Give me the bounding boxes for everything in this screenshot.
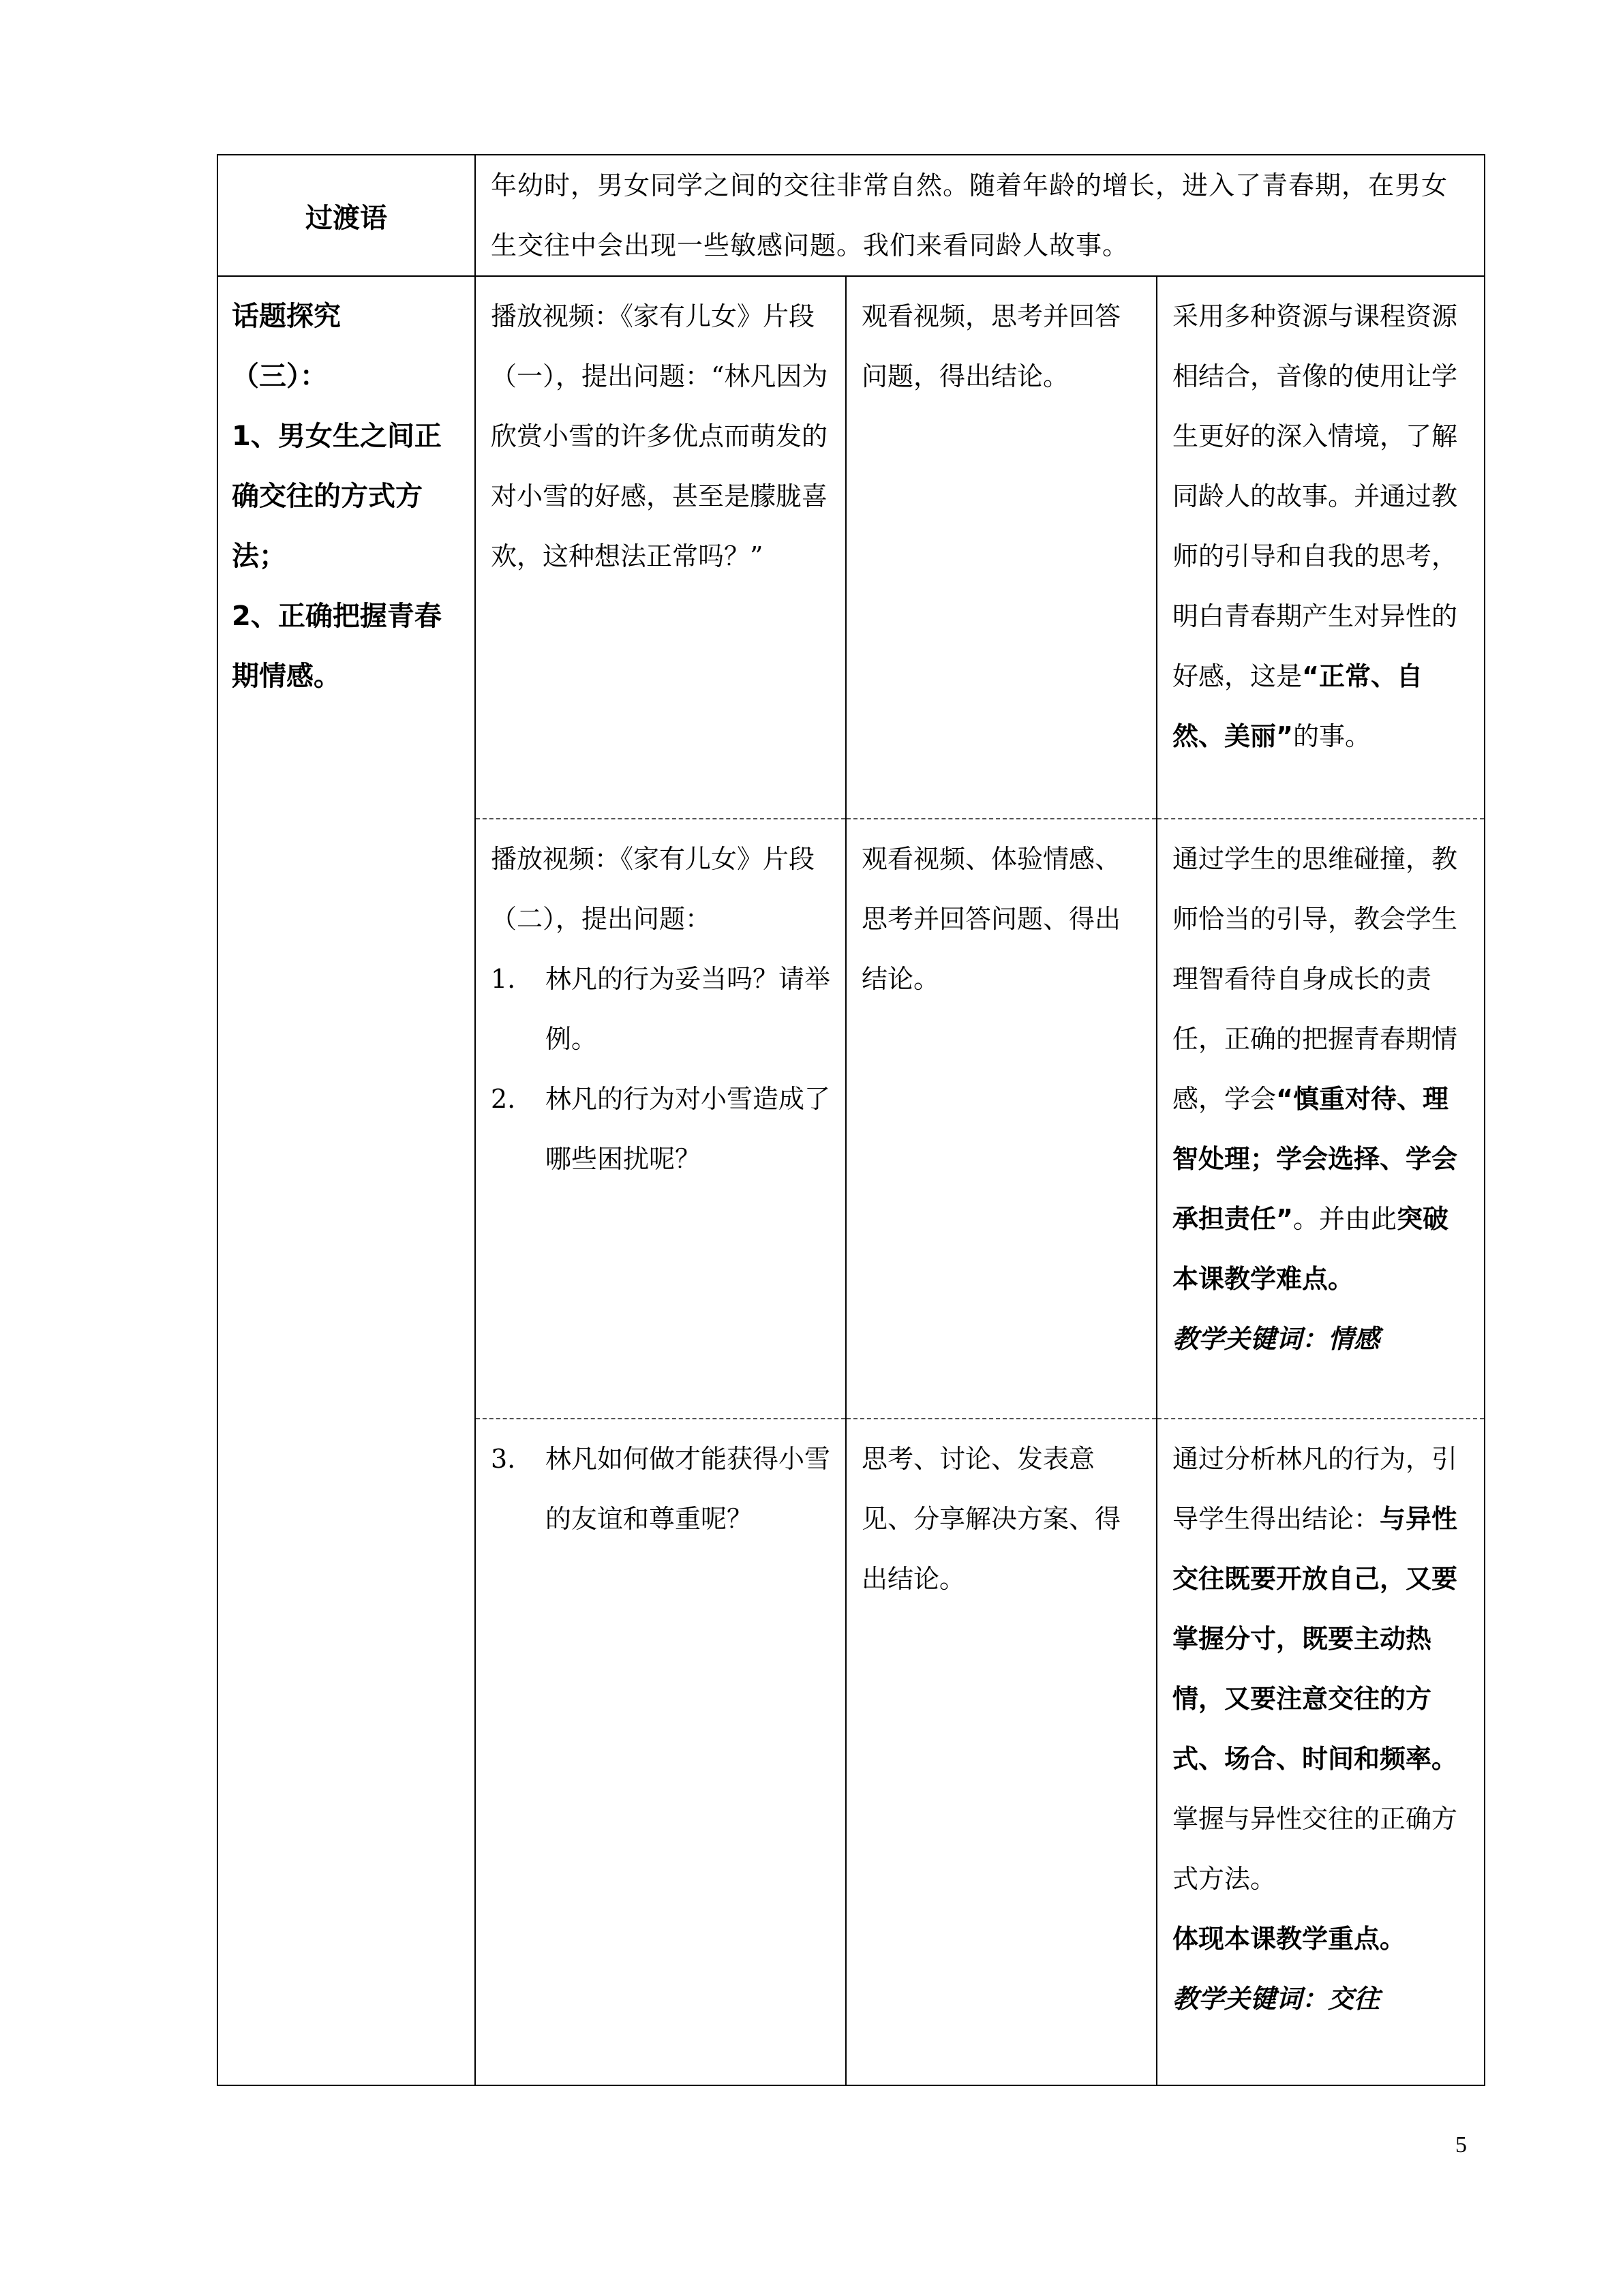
student-activity-3: 思考、讨论、发表意见、分享解决方案、得出结论。 [862, 1444, 1121, 1594]
teacher-activity-2 [476, 819, 845, 1419]
intent-emphasis: 与异性交往既要开放自己，又要掌握分寸，既要主动热情，又要注意交往的方式、场合、时间和频率。 [1172, 1504, 1458, 1774]
student-activity-1: 观看视频，思考并回答问题，得出结论。 [847, 277, 1156, 819]
question-item [491, 949, 832, 1069]
topic-title: 话题探究 [232, 301, 341, 332]
question-list-2 [491, 949, 832, 1189]
transition-row [217, 155, 1485, 276]
question-text: 林凡的行为对小雪造成了哪些困扰呢？ [545, 1084, 831, 1174]
teacher-activity-column [475, 276, 846, 2085]
teaching-keyword: 教学关键词：情感 [1172, 1324, 1380, 1354]
question-list-3 [491, 1429, 832, 1549]
student-activity-2: 观看视频、体验情感、思考并回答问题、得出结论。 [847, 819, 1156, 1419]
design-intent-3 [1157, 1419, 1484, 2085]
design-intent-1 [1157, 277, 1484, 819]
question-number: 1. [491, 964, 516, 994]
question-item [491, 1429, 832, 1549]
intent-emphasis: 突破本课教学难点。 [1172, 1204, 1449, 1294]
intent-text: 。并由此 [1292, 1204, 1397, 1234]
topic-cell [217, 276, 475, 2085]
topic-item-2: 2、正确把握青春期情感。 [232, 601, 442, 692]
transition-text: 年幼时，男女同学之间的交往非常自然。随着年龄的增长，进入了青春期，在男女生交往中会出现一些敏感问题。我们来看同龄人故事。 [475, 155, 1485, 276]
question-number: 3. [491, 1444, 516, 1474]
teacher-activity-1: 播放视频：《家有儿女》片段（一），提出问题：“林凡因为欣赏小雪的许多优点而萌发的对小雪的好感，甚至是朦胧喜欢，这种想法正常吗？” [476, 277, 845, 819]
intent-text: 通过学生的思维碰撞，教师恰当的引导，教会学生理智看待自身成长的责任，正确的把握青春期情感，学会 [1172, 844, 1458, 1114]
topic-item-1: 1、男女生之间正确交往的方式方法； [232, 421, 442, 572]
question-text: 林凡如何做才能获得小雪的友谊和尊重呢？ [545, 1444, 831, 1534]
lesson-plan-table [217, 154, 1485, 2086]
question-number: 2. [491, 1084, 516, 1114]
intent-text: 的事。 [1292, 721, 1371, 751]
intent-emphasis: 体现本课教学重点。 [1172, 1924, 1406, 1954]
intent-emphasis: “慎重对待、理智处理；学会选择、学会承担责任” [1172, 1084, 1458, 1234]
teacher-activity-3 [476, 1419, 845, 2085]
teacher-activity-2-intro: 播放视频：《家有儿女》片段（二），提出问题： [491, 844, 815, 934]
design-intent-2 [1157, 819, 1484, 1419]
question-item [491, 1069, 832, 1189]
transition-label: 过渡语 [217, 155, 475, 276]
design-intent-column [1157, 276, 1485, 2085]
intent-emphasis: “正常、自然、美丽” [1172, 661, 1423, 751]
topic-row [217, 276, 1485, 2085]
intent-text: 通过分析林凡的行为，引导学生得出结论： [1172, 1444, 1458, 1534]
teaching-keyword: 教学关键词：交往 [1172, 1984, 1380, 2014]
page-number: 5 [1455, 2132, 1467, 2158]
question-text: 林凡的行为妥当吗？请举例。 [545, 964, 831, 1054]
student-activity-column [846, 276, 1157, 2085]
intent-text: 采用多种资源与课程资源相结合，音像的使用让学生更好的深入情境，了解同龄人的故事。并通过教师的引导和自我的思考，明白青春期产生对异性的好感，这是 [1172, 301, 1458, 691]
intent-text: 掌握与异性交往的正确方式方法。 [1172, 1804, 1458, 1894]
topic-number: （三）： [232, 361, 327, 392]
